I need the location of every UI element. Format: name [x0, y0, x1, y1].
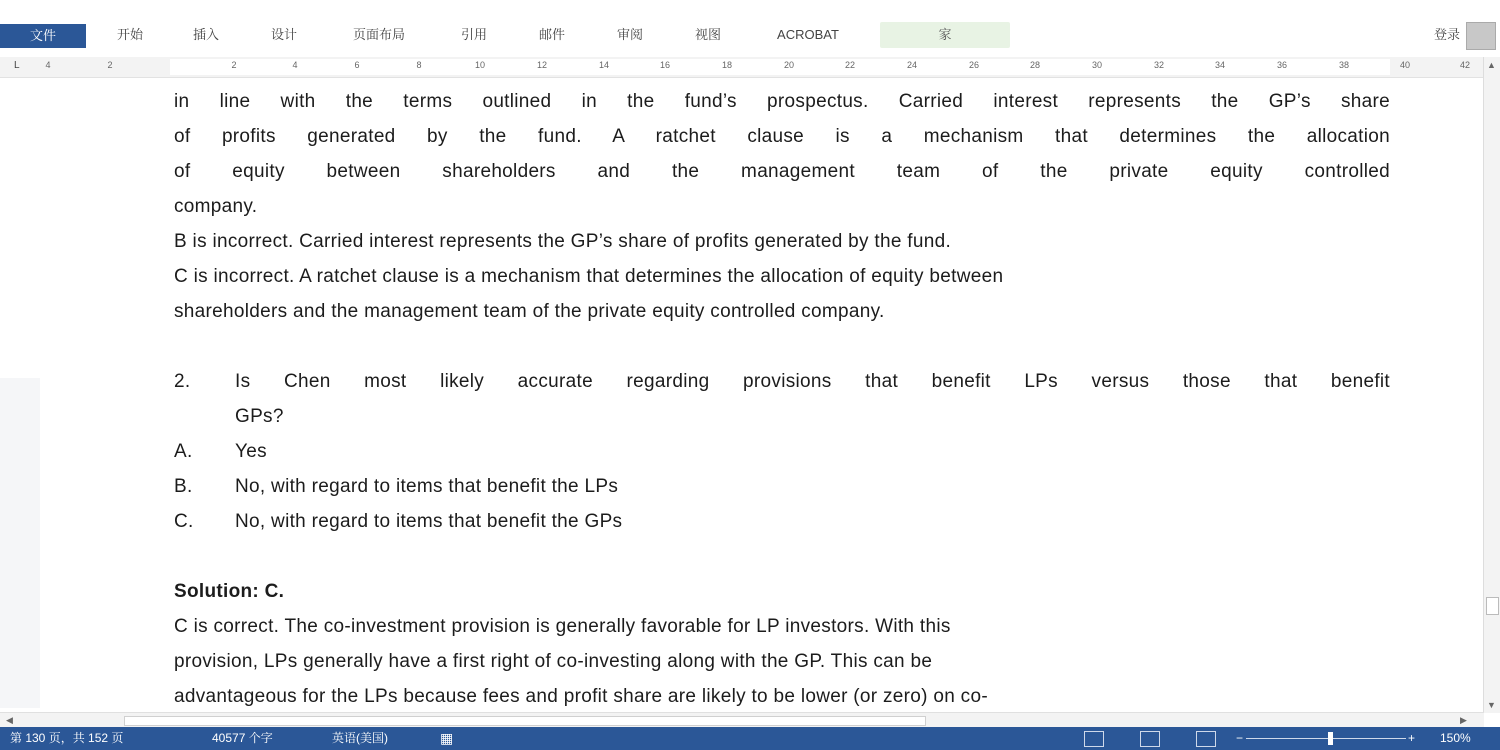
ruler-tick: 2	[231, 60, 237, 70]
blank-line	[174, 539, 1390, 574]
ruler-tick: 6	[354, 60, 360, 70]
paragraph-line: company.	[174, 196, 258, 217]
language-indicator[interactable]: 英语(美国)	[332, 731, 388, 745]
question-number: 2.	[174, 371, 191, 392]
tab-mailings[interactable]: 邮件	[538, 27, 565, 42]
option-letter: C.	[174, 511, 194, 532]
ruler-tick: 30	[1091, 60, 1102, 70]
tab-review[interactable]: 审阅	[616, 27, 643, 42]
web-layout-icon[interactable]	[1196, 731, 1216, 747]
tab-design[interactable]: 设计	[270, 27, 297, 42]
ruler-tick: 32	[1153, 60, 1164, 70]
solution-line: C is correct. The co-investment provision is generally favorable for LP investors. With this	[174, 616, 951, 637]
zoom-level[interactable]: 150%	[1440, 731, 1471, 745]
tab-references[interactable]: 引用	[460, 27, 487, 42]
option-b	[174, 469, 1390, 504]
scroll-up-arrow-icon[interactable]: ▲	[1487, 60, 1496, 70]
tab-home[interactable]: 开始	[116, 27, 143, 42]
b-incorrect-text: B is incorrect. Carried interest represents the GP’s share of profits generated by the fund.	[174, 231, 952, 252]
solution-line: provision, LPs generally have a first right of co-investing along with the GP. This can be	[174, 651, 933, 672]
left-margin-band	[0, 378, 40, 708]
solution-line: advantageous for the LPs because fees and profit share are likely to be lower (or zero) on co-	[174, 686, 988, 707]
blank-line	[174, 329, 1390, 364]
zoom-out-icon[interactable]: −	[1236, 731, 1244, 745]
horizontal-scroll-thumb[interactable]	[124, 716, 926, 726]
question-text-cont: GPs?	[235, 406, 284, 427]
word-count[interactable]: 40577 个字	[212, 731, 273, 745]
option-text: No, with regard to items that benefit the GPs	[235, 511, 623, 532]
c-incorrect-line: shareholders and the management team of the private equity controlled company.	[174, 301, 885, 322]
scroll-left-arrow-icon[interactable]: ◀	[6, 715, 13, 725]
zoom-slider[interactable]	[1246, 738, 1406, 739]
ruler-tick: 20	[783, 60, 794, 70]
ribbon-tab-bar	[0, 0, 1500, 50]
zoom-slider-thumb[interactable]	[1328, 732, 1333, 745]
vertical-scroll-thumb[interactable]	[1486, 597, 1499, 615]
tab-insert[interactable]: 插入	[192, 27, 219, 42]
option-text: Yes	[235, 441, 267, 462]
option-letter: A.	[174, 441, 193, 462]
tab-view[interactable]: 视图	[694, 27, 721, 42]
ruler-tick: 12	[536, 60, 547, 70]
option-text: No, with regard to items that benefit the LPs	[235, 476, 619, 497]
tab-extra[interactable]: 家	[880, 22, 1010, 48]
ruler-tick: 26	[968, 60, 979, 70]
option-a	[174, 434, 1390, 469]
ruler-tick: 22	[844, 60, 855, 70]
scroll-right-arrow-icon[interactable]: ▶	[1460, 715, 1467, 725]
ruler-tick: 42	[1459, 60, 1470, 70]
ruler-tick: 10	[474, 60, 485, 70]
ruler-tick: 8	[416, 60, 422, 70]
status-bar	[0, 727, 1500, 750]
ruler-tick: 4	[45, 60, 51, 70]
ruler-tick: 38	[1338, 60, 1349, 70]
ruler-tick: 4	[292, 60, 298, 70]
paragraph-line: of profits generated by the fund. A ratchet clause is a mechanism that determines the allocation	[174, 126, 1390, 147]
ruler-tick: 24	[906, 60, 917, 70]
macro-record-icon[interactable]: ▦	[440, 730, 454, 746]
ruler-tick: 14	[598, 60, 609, 70]
scroll-down-arrow-icon[interactable]: ▼	[1487, 700, 1496, 710]
question-line	[174, 399, 1390, 434]
zoom-in-icon[interactable]: +	[1408, 731, 1416, 745]
ruler-tick: 28	[1029, 60, 1040, 70]
ruler-tick: 2	[107, 60, 113, 70]
horizontal-scrollbar[interactable]	[0, 712, 1484, 727]
ruler-tick: 36	[1276, 60, 1287, 70]
tab-stop-selector[interactable]: L	[14, 60, 20, 71]
vertical-scrollbar[interactable]	[1483, 57, 1500, 713]
tab-acrobat[interactable]: ACROBAT	[777, 27, 839, 42]
question-line	[174, 364, 1390, 399]
option-letter: B.	[174, 476, 193, 497]
tab-page-layout[interactable]: 页面布局	[352, 27, 405, 42]
ruler-tick: 40	[1399, 60, 1410, 70]
print-layout-icon[interactable]	[1140, 731, 1160, 747]
sign-in-link[interactable]: 登录	[1433, 27, 1460, 42]
avatar[interactable]	[1466, 22, 1496, 50]
paragraph-line: of equity between shareholders and the management team of the private equity controlled	[174, 161, 1390, 182]
ruler-tick: 18	[721, 60, 732, 70]
solution-heading: Solution: C.	[174, 581, 285, 602]
ruler-tick: 34	[1214, 60, 1225, 70]
tab-file[interactable]: 文件	[0, 24, 86, 48]
question-text: Is Chen most likely accurate regarding provisions that benefit LPs versus those that benefit	[235, 371, 1390, 392]
ruler-tick: 16	[659, 60, 670, 70]
c-incorrect-line: C is incorrect. A ratchet clause is a mechanism that determines the allocation of equity between	[174, 266, 1004, 287]
option-c	[174, 504, 1390, 539]
page-count[interactable]: 第 130 页，共 152 页	[10, 731, 124, 745]
paragraph-line: in line with the terms outlined in the fund’s prospectus. Carried interest represents the GP’s share	[174, 91, 1390, 112]
read-mode-icon[interactable]	[1084, 731, 1104, 747]
document-page[interactable]	[174, 84, 1390, 714]
horizontal-ruler[interactable]	[0, 57, 1484, 78]
